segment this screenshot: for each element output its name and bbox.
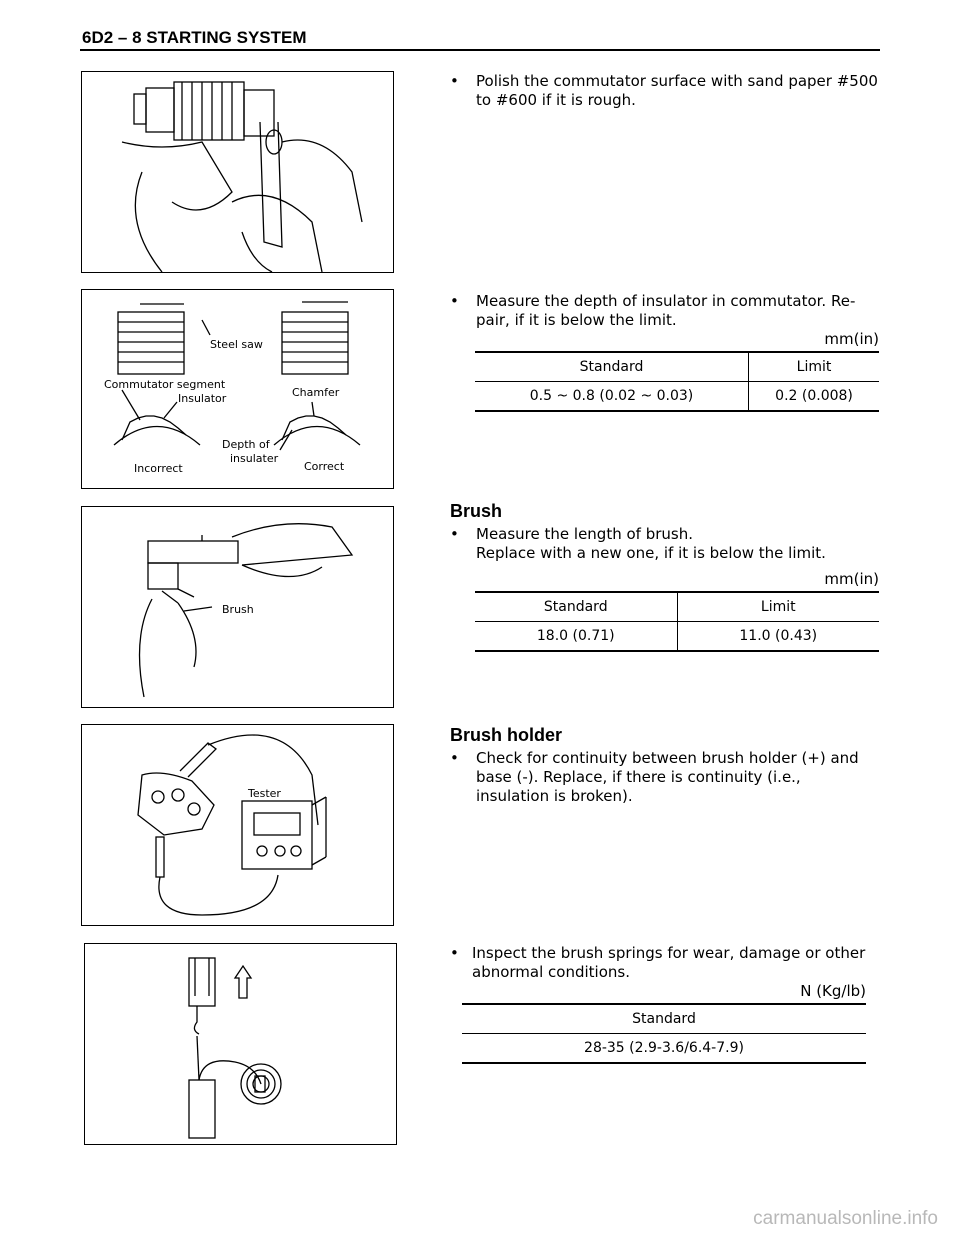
section-springs [450,944,866,982]
label-incorrect: Incorrect [134,462,183,475]
figure-insulator-depth [81,289,394,489]
section-holder [450,726,870,806]
col-limit: Limit [796,358,832,375]
col-standard: Standard [475,592,677,622]
bullet-dot: • [450,525,459,543]
insulator-standard-value: 0.5 ~ 0.8 (0.02 ~ 0.03) [475,382,749,412]
col-limit: Limit [760,598,796,615]
bullet-brush [450,525,880,563]
brush-table [475,591,879,652]
label-depth-of: Depth of [222,438,270,451]
brush-heading: Brush [450,501,503,521]
insulator-text: Measure the depth of insulator in commutator. Re-pair, if it is below the limit. [476,292,856,329]
bullet-polish [450,72,880,110]
brush-spec [475,568,879,652]
figure-brush-holder [81,724,394,926]
polish-text: Polish the commutator surface with sand paper #500 to #600 if it is rough. [476,72,878,109]
label-steel-saw: Steel saw [210,338,263,351]
section-insulator [450,292,879,330]
label-correct: Correct [304,460,345,473]
springs-text: Inspect the brush springs for wear, damage or other abnormal conditions. [472,944,866,981]
figure-commutator-polish [81,71,394,273]
site-watermark: carmanualsonline.info [753,1208,938,1229]
insulator-spec [475,328,879,412]
section-brush [450,502,880,563]
brush-line1: Measure the length of brush. [476,525,693,543]
section-polish [450,72,880,110]
bullet-insulator [450,292,879,330]
bullet-dot: • [450,944,459,962]
figure-brush-spring [84,943,397,1145]
brush-unit: mm(in) [824,570,879,588]
label-insulater: insulater [230,452,279,465]
label-tester: Tester [248,787,281,800]
holder-heading: Brush holder [450,725,563,745]
label-commutator-segment: Commutator segment [104,378,226,391]
bullet-dot: • [450,292,459,310]
bullet-dot: • [450,749,459,767]
brush-standard-value: 18.0 (0.71) [475,622,677,652]
insulator-unit: mm(in) [824,330,879,348]
bullet-springs [450,944,866,982]
page-title: 6D2 – 8 STARTING SYSTEM [82,28,307,47]
figure-brush-measure [81,506,394,708]
brush-limit-value: 11.0 (0.43) [739,627,818,644]
springs-spec [462,980,866,1064]
holder-text: Check for continuity between brush holder (+) and base (-). Replace, if there is continuity (i.e., insulation is broken). [476,749,859,805]
col-standard: Standard [632,1010,696,1027]
insulator-limit-value: 0.2 (0.008) [775,387,853,404]
label-chamfer: Chamfer [292,386,340,399]
insulator-table [475,351,879,412]
col-standard: Standard [475,352,749,382]
springs-table [462,1003,866,1064]
springs-unit: N (Kg/lb) [800,982,866,1000]
bullet-holder [450,749,870,806]
bullet-dot: • [450,72,459,90]
label-brush: Brush [222,603,254,616]
springs-standard-value: 28-35 (2.9-3.6/6.4-7.9) [584,1039,744,1056]
brush-line2: Replace with a new one, if it is below the limit. [476,544,826,562]
label-insulator: Insulator [178,392,227,405]
header-rule [80,49,880,51]
